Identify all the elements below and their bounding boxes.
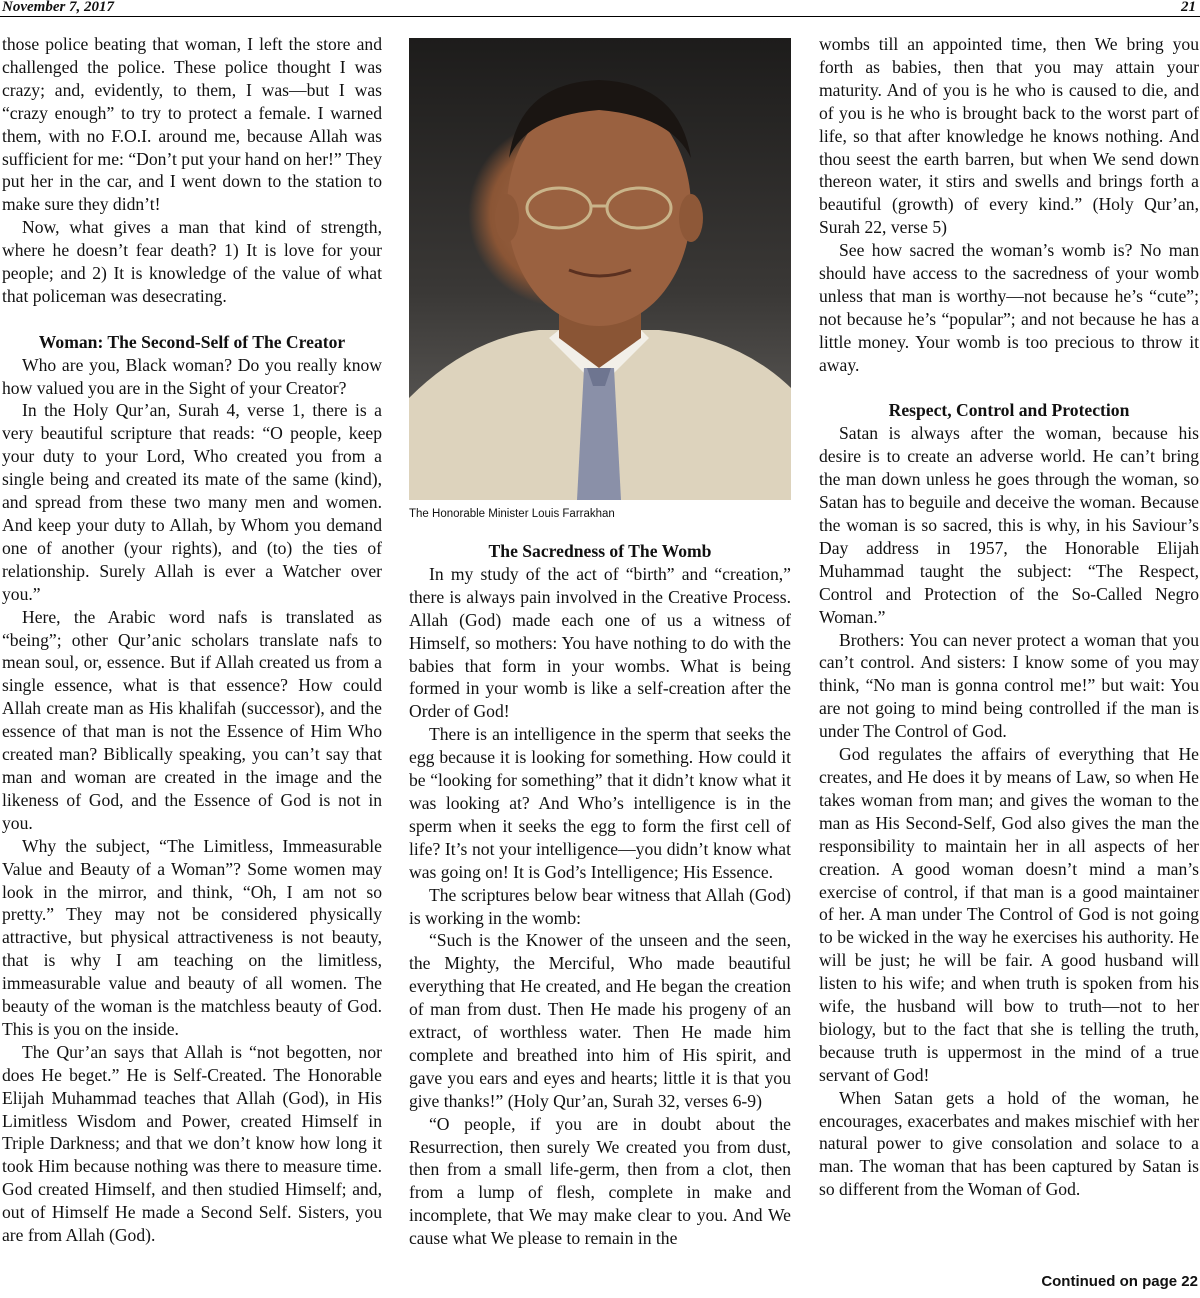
paragraph: The Qur’an says that Allah is “not begotten, nor does He beget.” He is Self-Created. The Honorable Elijah Muhammad teaches that Allah (God), in His Limitless Wisdom and Power, created Himself in Triple Darkness; and that we don’t know how long it took Him because nothing was there to measure time. God created Himself, and then studied Himself; and, out of Himself He made a Second Self. Sisters, you are from Allah (God). [2,1041,382,1246]
paragraph: See how sacred the woman’s womb is? No man should have access to the sacredness of your womb unless that man is worthy—not because he’s “cute”; not because he’s “popular”; and not because he has a little money. Your womb is too precious to throw it away. [819,240,1199,375]
photo-caption: The Honorable Minister Louis Farrakhan [409,508,615,520]
paragraph: those police beating that woman, I left the store and challenged the police. These police thought I was crazy; and, evidently, to them, I was—but I was “crazy enough” to try to protect a female. I warned them, with no F.O.I. around me, because Allah was sufficient for me: “Don’t put your hand on her!” They put her in the car, and I went down to the station to make sure they didn’t! [2,34,382,215]
paragraph: Why the subject, “The Limitless, Immeasurable Value and Beauty of a Woman”? Some women may look in the mirror, and think, “Oh, I am not so pretty.” They may not be considered physically attractive, but physical attractiveness is not beauty, that is why I am teaching on the limitless, immeasurable value and beauty of all women. The beauty of the woman is the matchless beauty of God. This is you on the inside. [2,835,382,1039]
section-heading: The Sacredness of The Womb [488,541,712,561]
paragraph: God regulates the affairs of everything that He creates, and He does it by means of Law, so when He takes woman from man; and gives the woman to the man as His Second-Self, God also gives the man the responsibility to maintain her in all aspects of her creation. A good woman doesn’t mind a man’s exercise of control, if that man is a good maintainer of her. A man under The Control of God is not going to be wicked in the way he exercises his authority. He will be just; he will be fair. A good husband will listen to his wife; and when truth is spoken from his wife, the husband will bow to truth—not to her biology, but to the fact that she is telling the truth, because truth is uppermost in the mind of a true servant of God! [819,744,1199,1085]
paragraph: wombs till an appointed time, then We bring you forth as babies, then that you may attain your maturity. And of you is he who is caused to die, and of you is he who is brought back to the worst part of life, so that after knowledge he knows nothing. And thou seest the earth barren, but when We send down thereon water, it stirs and swells and brings forth a beautiful (growth) of every kind.” (Holy Qur’an, Surah 22, verse 5) [819,34,1199,238]
paragraph: In the Holy Qur’an, Surah 4, verse 1, there is a very beautiful scripture that reads: “O people, keep your duty to your Lord, Who created you from a single being and created its mate of the same (kind), and spread from these two many men and women. And keep your duty to Allah, by Whom you demand one of another (your rights), and (to) the ties of relationship. Surely Allah is ever a Watcher over you.” [2,400,382,604]
paragraph: In my study of the act of “birth” and “creation,” there is always pain involved in the Creative Process. Allah (God) made each one of us a witness of Himself, so mothers: You have nothing to do with the babies that form in your wombs. What is being formed in your womb is like a self-creation after the Order of God! [409,563,791,722]
paragraph: When Satan gets a hold of the woman, he encourages, exacerbates and makes mischief with her natural power to give consolation and solace to a man. The woman that has been captured by Satan is so different from the Woman of God. [819,1087,1199,1200]
issue-date: November 7, 2017 [2,0,115,15]
page-number: 21 [1181,0,1196,15]
paragraph: Who are you, Black woman? Do you really know how valued you are in the Sight of your Creator? [2,354,382,398]
continued-link[interactable]: Continued on page 22 [1041,1273,1198,1290]
paragraph: Brothers: You can never protect a woman that you can’t control. And sisters: I know some of you may think, “No man is gonna control me!” but wait: You are not going to mind being controlled if the man is under The Control of God. [819,629,1199,742]
paragraph: Here, the Arabic word nafs is translated as “being”; other Qur’anic scholars translate nafs to mean soul, or, essence. But if Allah created us from a single essence, what is that essence? How could Allah create man as His khalifah (successor), and the essence of that man is not the Essence of Him Who created man? Biblically speaking, you can’t say that man and woman are created in the image and the likeness of God, and the Essence of God is not in you. [2,606,382,833]
paragraph: There is an intelligence in the sperm that seeks the egg because it is looking for something. How could it be “looking for something” that it didn’t know what it was looking at? And Who’s intelligence is in the sperm when it seeks the egg to form the first cell of life? It’s not your intelligence—you didn’t know what was going on! It is God’s Intelligence; His Essence. [409,724,791,882]
paragraph: Satan is always after the woman, because his desire is to create an adverse world. He can’t bring the man down unless he goes through the woman, so Satan has to beguile and deceive the woman. Because the woman is so sacred, this is why, in his Saviour’s Day address in 1957, the Honorable Elijah Muhammad taught the subject: “The Respect, Control and Protection of the So-Called Negro Woman.” [819,423,1199,627]
section-heading: Respect, Control and Protection [888,400,1130,421]
column-right [819,33,1199,1201]
page-header [0,0,1200,17]
paragraph: Now, what gives a man that kind of strength, where he doesn’t fear death? 1) It is love for your people; and 2) It is knowledge of the value of what that policeman was desecrating. [2,217,382,306]
column-left [2,33,382,1247]
paragraph: “Such is the Knower of the unseen and the seen, the Mighty, the Merciful, Who made beautiful everything that He created, and He began the creation of man from dust. Then He made his progeny of an extract, of worthless water. Then He made him complete and breathed into him of His spirit, and gave you ears and eyes and hearts; little it is that you give thanks!” (Holy Qur’an, Surah 32, verses 6-9) [409,930,791,1111]
paragraph: “O people, if you are in doubt about the Resurrection, then surely We created you from dust, then from a small life-germ, then from a clot, then from a lump of flesh, complete in make and incomplete, that We may make clear to you. And We cause what We please to remain in the [409,1113,791,1249]
paragraph: The scriptures below bear witness that Allah (God) is working in the womb: [409,884,791,928]
section-heading: Woman: The Second-Self of The Creator [38,331,346,352]
portrait-photo [409,38,791,500]
portrait-illustration [409,38,791,500]
column-middle [409,540,791,1250]
